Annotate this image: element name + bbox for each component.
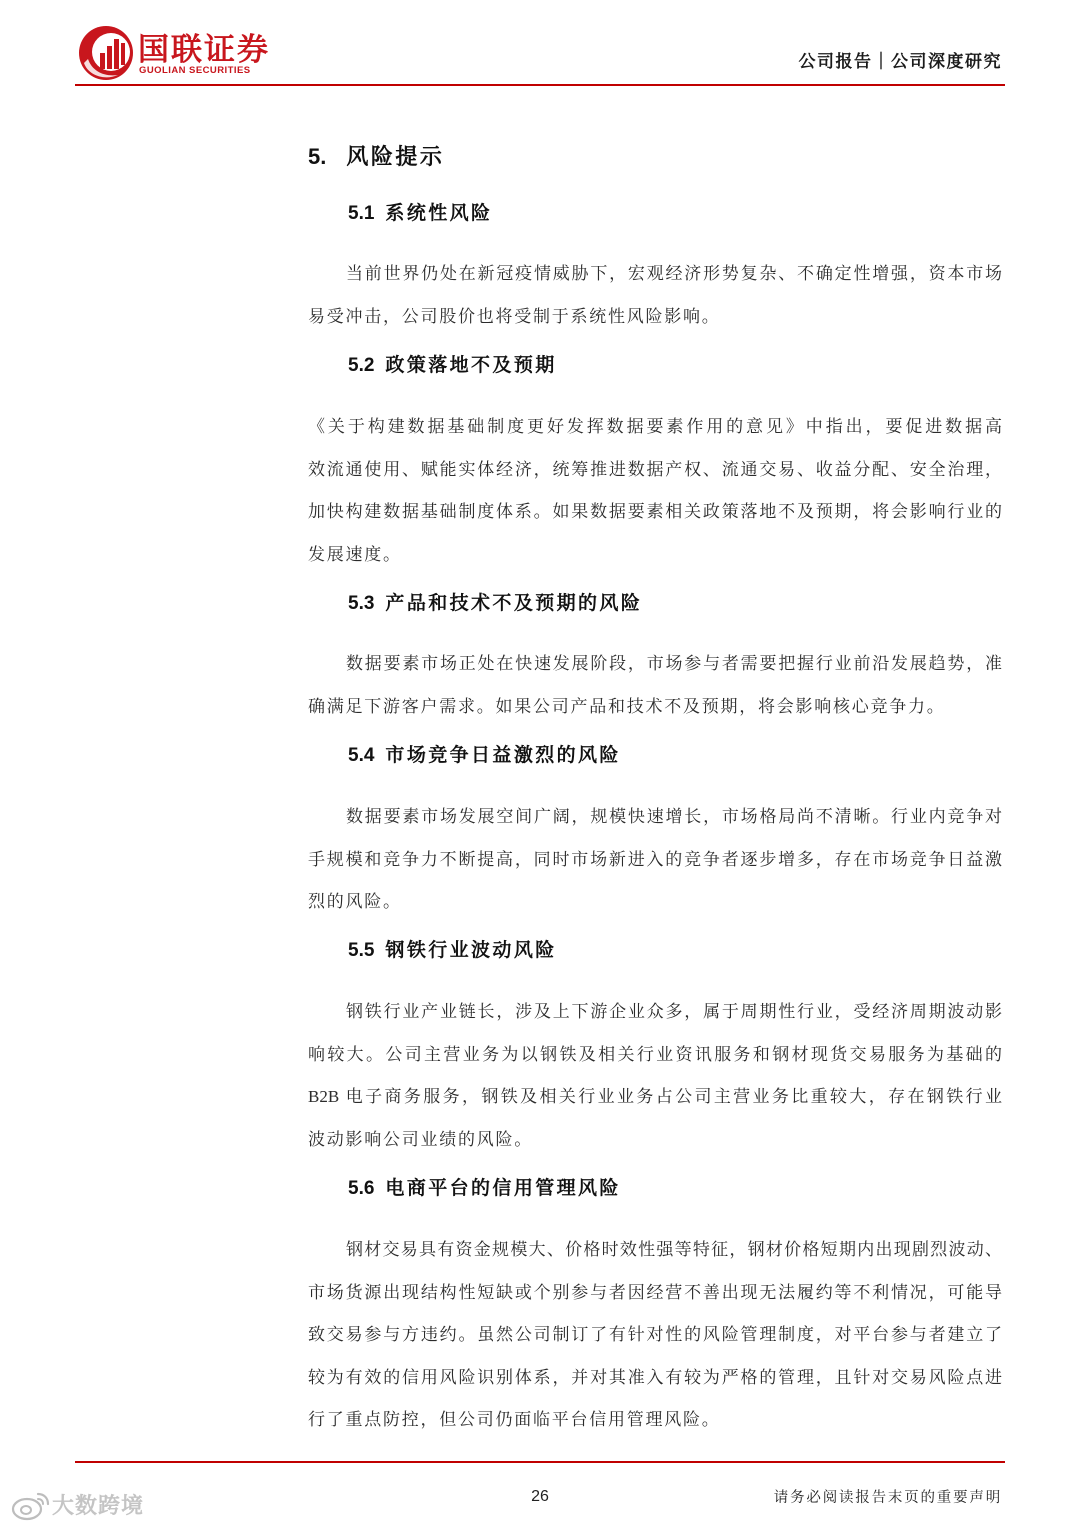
section-number: 5.1 (348, 203, 375, 224)
paragraph-line: 效流通使用、赋能实体经济，统筹推进数据产权、流通交易、收益分配、安全治理， (308, 459, 1002, 479)
paragraph-line: 发展速度。 (308, 544, 402, 564)
paragraph-line: 数据要素市场正处在快速发展阶段，市场参与者需要把握行业前沿发展趋势，准 (346, 654, 1002, 673)
paragraph-line: 烈的风险。 (308, 892, 402, 911)
footer-disclaimer: 请务必阅读报告末页的重要声明 (773, 1490, 1002, 1506)
report-type-label: 公司报告｜公司深度研究 (798, 52, 1002, 71)
section-title: 市场竞争日益激烈的风险 (385, 745, 621, 766)
paragraph-line: 钢材交易具有资金规模大、价格时效性强等特征，钢材价格短期内出现剧烈波动、 (346, 1240, 1002, 1259)
section-number: 5.6 (348, 1178, 375, 1199)
company-logo-name: 国联证券 (138, 32, 270, 67)
paragraph-line: 响较大。公司主营业务为以钢铁及相关行业资讯服务和钢材现货交易服务为基础的 (308, 1044, 1002, 1064)
paragraph-line: 钢铁行业产业链长，涉及上下游企业众多，属于周期性行业，受经济周期波动影 (346, 1002, 1002, 1021)
section-heading-5-5 (348, 937, 557, 965)
section-title: 钢铁行业波动风险 (385, 940, 557, 961)
guolian-logo-icon (78, 25, 134, 81)
section-heading-5-1 (348, 200, 492, 228)
section-paragraph-5-6 (308, 1229, 1002, 1442)
paragraph-line: 手规模和竞争力不断提高，同时市场新进入的竞争者逐步增多，存在市场竞争日益激 (308, 849, 1002, 869)
paragraph-line: 易受冲击，公司股价也将受制于系统性风险影响。 (308, 306, 721, 326)
watermark-text: 大数跨境 (52, 1493, 145, 1518)
header-divider (75, 84, 1005, 86)
paragraph-line: 波动影响公司业绩的风险。 (308, 1129, 533, 1149)
section-number: 5.2 (348, 355, 375, 376)
section-heading-5-6 (348, 1175, 621, 1203)
paragraph-line: 市场货源出现结构性短缺或个别参与者因经营不善出现无法履约等不利情况，可能导 (308, 1282, 1002, 1302)
paragraph-line: 《关于构建数据基础制度更好发挥数据要素作用的意见》中指出，要促进数据高 (308, 417, 1002, 436)
section-heading-5-2 (348, 352, 557, 380)
chapter-title: 风险提示 (346, 144, 445, 169)
chapter-heading (308, 142, 444, 172)
chapter-number: 5. (308, 144, 327, 169)
section-number: 5.3 (348, 593, 375, 614)
section-paragraph-5-1 (308, 253, 1002, 338)
section-title: 产品和技术不及预期的风险 (385, 593, 643, 614)
page-number: 26 (531, 1488, 549, 1505)
section-paragraph-5-2 (308, 406, 1002, 576)
paragraph-line: B2B 电子商务服务，钢铁及相关行业业务占公司主营业务比重较大，存在钢铁行业 (308, 1087, 1002, 1106)
section-heading-5-4 (348, 742, 621, 770)
section-paragraph-5-5 (308, 991, 1002, 1161)
section-paragraph-5-4 (308, 796, 1002, 924)
section-number: 5.5 (348, 940, 375, 961)
paragraph-line: 加快构建数据基础制度体系。如果数据要素相关政策落地不及预期，将会影响行业的 (308, 502, 1002, 521)
company-logo-name-en: GUOLIAN SECURITIES (139, 65, 251, 76)
section-paragraph-5-3 (308, 643, 1002, 728)
paragraph-line: 当前世界仍处在新冠疫情威胁下，宏观经济形势复杂、不确定性增强，资本市场 (346, 264, 1002, 283)
section-title: 政策落地不及预期 (385, 355, 557, 376)
paragraph-line: 数据要素市场发展空间广阔，规模快速增长，市场格局尚不清晰。行业内竞争对 (346, 807, 1002, 826)
watermark-logo-icon (10, 1490, 50, 1522)
footer-divider (75, 1461, 1005, 1463)
paragraph-line: 致交易参与方违约。虽然公司制订了有针对性的风险管理制度，对平台参与者建立了 (308, 1325, 1002, 1344)
section-number: 5.4 (348, 745, 375, 766)
section-title: 系统性风险 (385, 203, 493, 224)
section-title: 电商平台的信用管理风险 (385, 1178, 621, 1199)
paragraph-line: 较为有效的信用风险识别体系，并对其准入有较为严格的管理，且针对交易风险点进 (308, 1367, 1002, 1387)
section-heading-5-3 (348, 590, 642, 618)
paragraph-line: 确满足下游客户需求。如果公司产品和技术不及预期，将会影响核心竞争力。 (308, 696, 946, 716)
paragraph-line: 行了重点防控，但公司仍面临平台信用管理风险。 (308, 1410, 721, 1429)
